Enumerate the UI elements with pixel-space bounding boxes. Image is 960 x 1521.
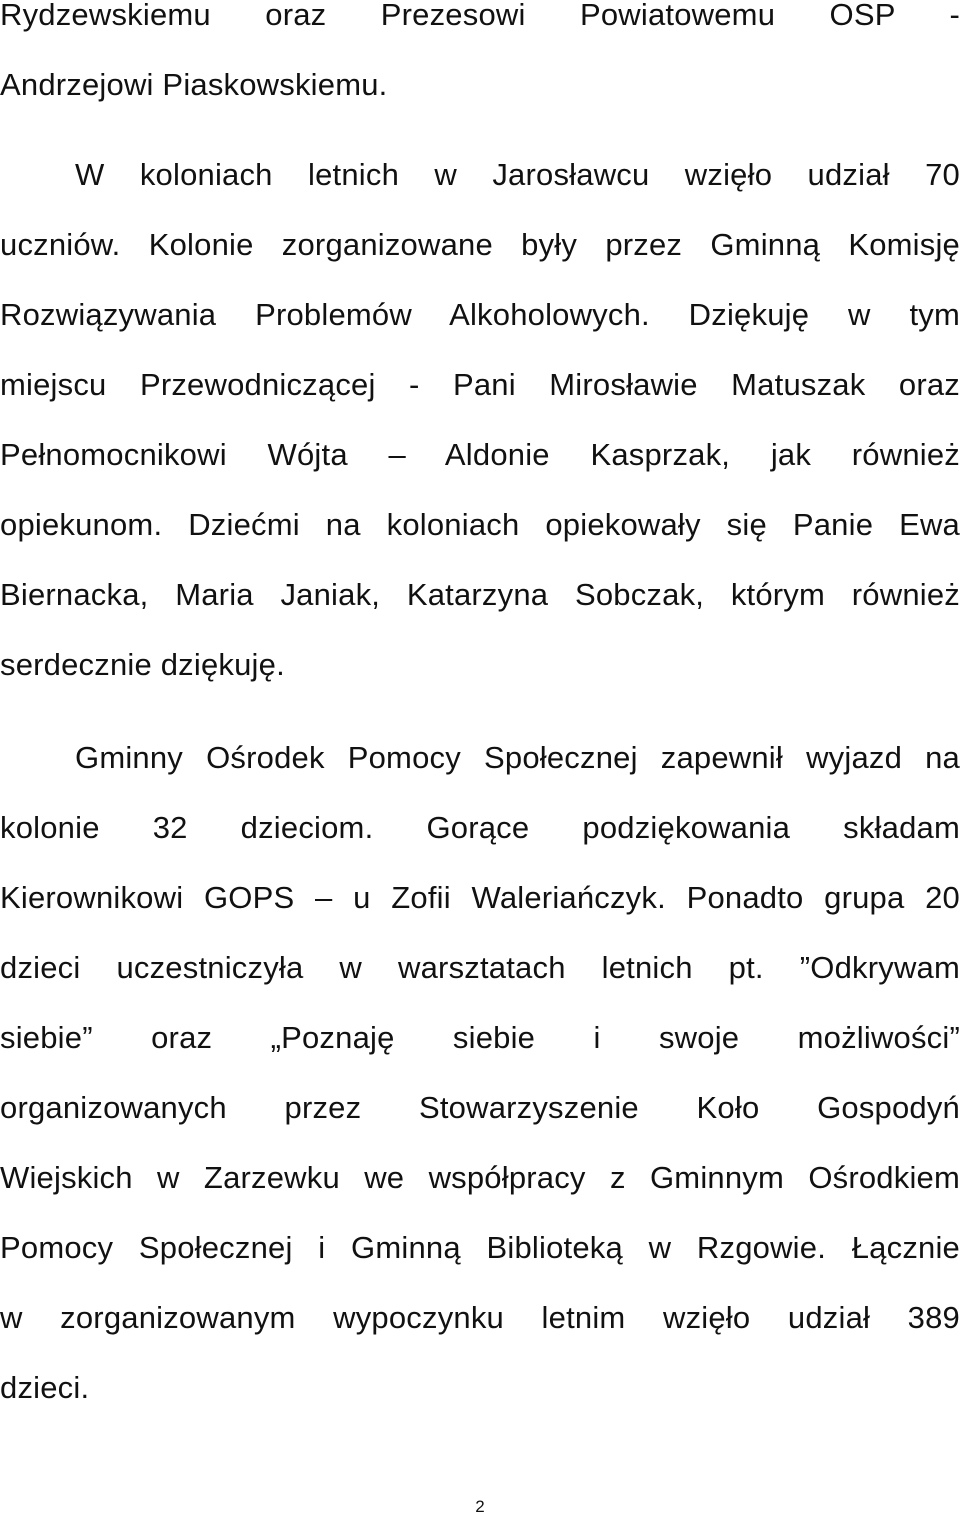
text-line: Pomocy Społecznej i Gminną Biblioteką w Rzgowie. Łącznie <box>0 1230 960 1265</box>
page-number: 2 <box>475 1497 485 1516</box>
text-line: Kierownikowi GOPS – u Zofii Waleriańczyk. Ponadto grupa 20 <box>0 880 960 915</box>
text-line: serdecznie dziękuję. <box>0 647 285 682</box>
text-line: Biernacka, Maria Janiak, Katarzyna Sobczak, którym również <box>0 577 960 612</box>
text-line: Wiejskich w Zarzewku we współpracy z Gminnym Ośrodkiem <box>0 1160 960 1195</box>
text-line: kolonie 32 dzieciom. Gorące podziękowania składam <box>0 810 960 845</box>
text-line: dzieci uczestniczyła w warsztatach letnich pt. ”Odkrywam <box>0 950 960 985</box>
text-line: uczniów. Kolonie zorganizowane były przez Gminną Komisję <box>0 227 960 262</box>
text-line: miejscu Przewodniczącej - Pani Mirosławie Matuszak oraz <box>0 367 960 402</box>
text-line: organizowanych przez Stowarzyszenie Koło Gospodyń <box>0 1090 960 1125</box>
paragraph-first-line: Gminny Ośrodek Pomocy Społecznej zapewnił wyjazd na <box>75 740 960 775</box>
text-line: Rozwiązywania Problemów Alkoholowych. Dziękuję w tym <box>0 297 960 332</box>
paragraph-first-line: W koloniach letnich w Jarosławcu wzięło udział 70 <box>75 157 960 192</box>
text-line: siebie” oraz „Poznaję siebie i swoje możliwości” <box>0 1020 960 1055</box>
text-line: Rydzewskiemu oraz Prezesowi Powiatowemu OSP - <box>0 0 960 32</box>
text-line: w zorganizowanym wypoczynku letnim wzięło udział 389 <box>0 1300 960 1335</box>
text-line: opiekunom. Dziećmi na koloniach opiekowały się Panie Ewa <box>0 507 960 542</box>
text-line: dzieci. <box>0 1370 90 1405</box>
text-line: Andrzejowi Piaskowskiemu. <box>0 67 388 102</box>
text-line: Pełnomocnikowi Wójta – Aldonie Kasprzak, jak również <box>0 437 960 472</box>
